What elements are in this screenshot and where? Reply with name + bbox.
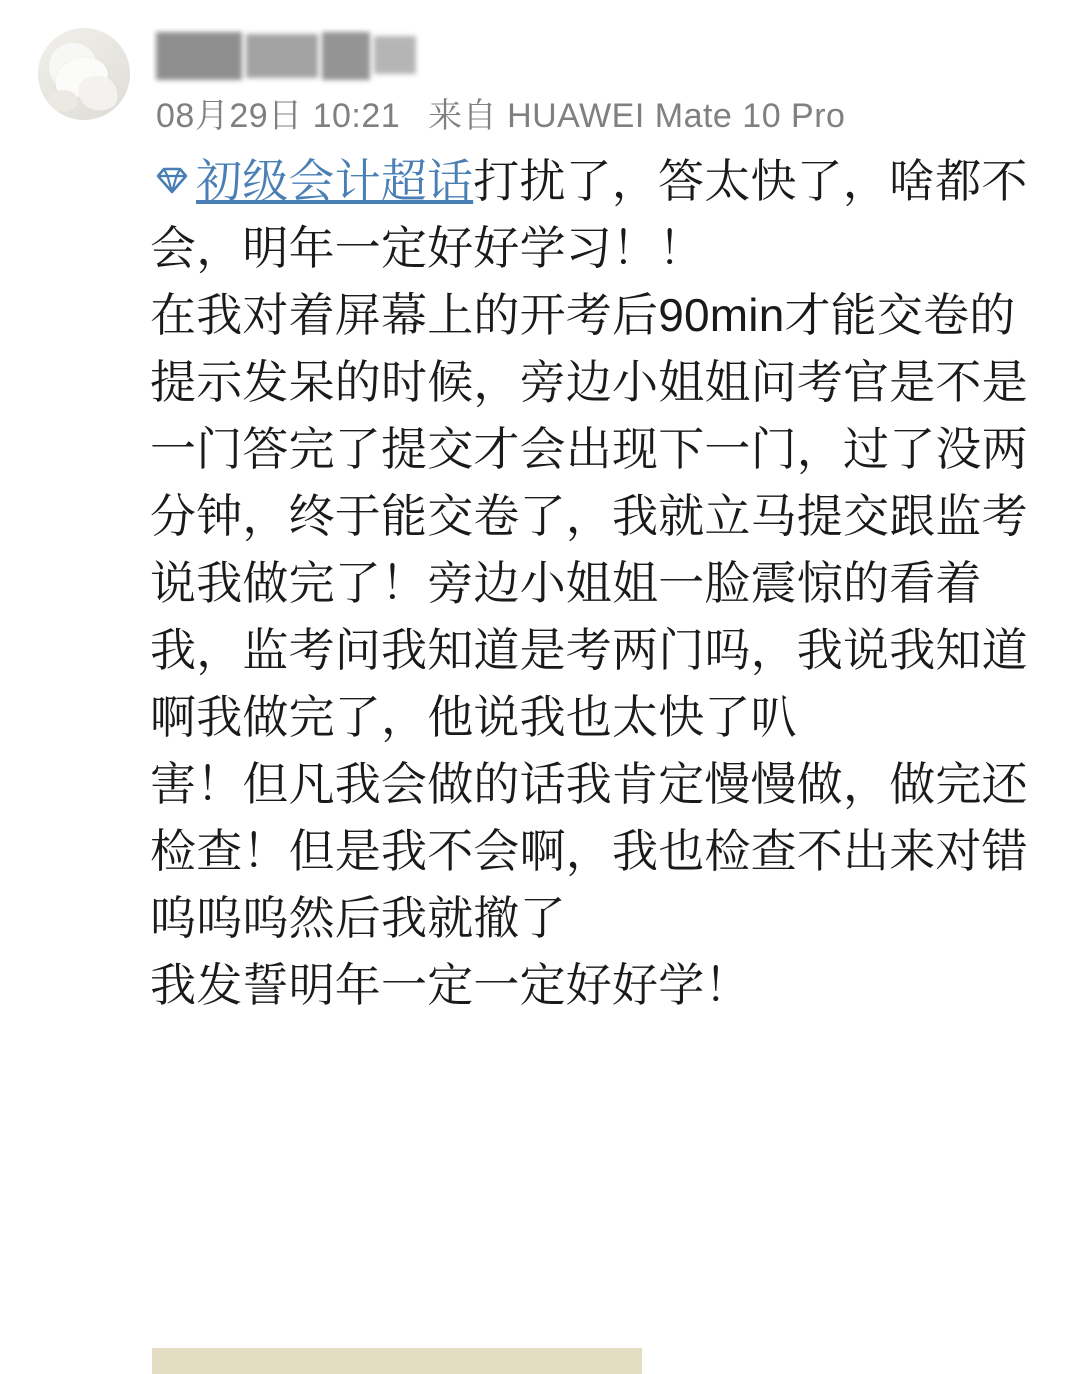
- post-header: [38, 18, 1048, 138]
- attachment-card-strip[interactable]: [152, 1348, 642, 1374]
- topic-label: 初级会计超话: [196, 155, 474, 207]
- author-name-redacted[interactable]: [156, 32, 414, 82]
- post-paragraph-2: 在我对着屏幕上的开考后90min才能交卷的提示发呆的时候，旁边小姐姐问考官是不是一门答完了提交才会出现下一门，过了没两分钟，终于能交卷了，我就立马提交跟监考说我做完了！旁边小姐姐一脸震惊的看着我，监考问我知道是考两门吗，我说我知道啊我做完了，他说我也太快了叭: [150, 289, 1028, 743]
- avatar-image: [38, 28, 130, 120]
- post-paragraph-3: 害！但凡我会做的话我肯定慢慢做，做完还检查！但是我不会啊，我也检查不出来对错呜呜呜然后我就撤了: [150, 758, 1028, 944]
- topic-link[interactable]: [150, 155, 473, 207]
- post-paragraph-1: [150, 148, 1030, 282]
- post-paragraph-4: 我发誓明年一定一定好好学！: [150, 959, 751, 1011]
- avatar-shape: [48, 90, 78, 112]
- redaction-blur: [152, 28, 422, 86]
- post-meta: [156, 96, 845, 136]
- paragraph-text: 打扰了，答太快了，啥都不会，明年一定好好学习！！: [150, 155, 1028, 274]
- avatar[interactable]: [38, 28, 130, 120]
- post-date: 08月29日 10:21: [156, 97, 401, 135]
- diamond-topic-icon: [150, 159, 194, 203]
- post-source: 来自 HUAWEI Mate 10 Pro: [428, 97, 846, 135]
- post-body: [150, 148, 1030, 1019]
